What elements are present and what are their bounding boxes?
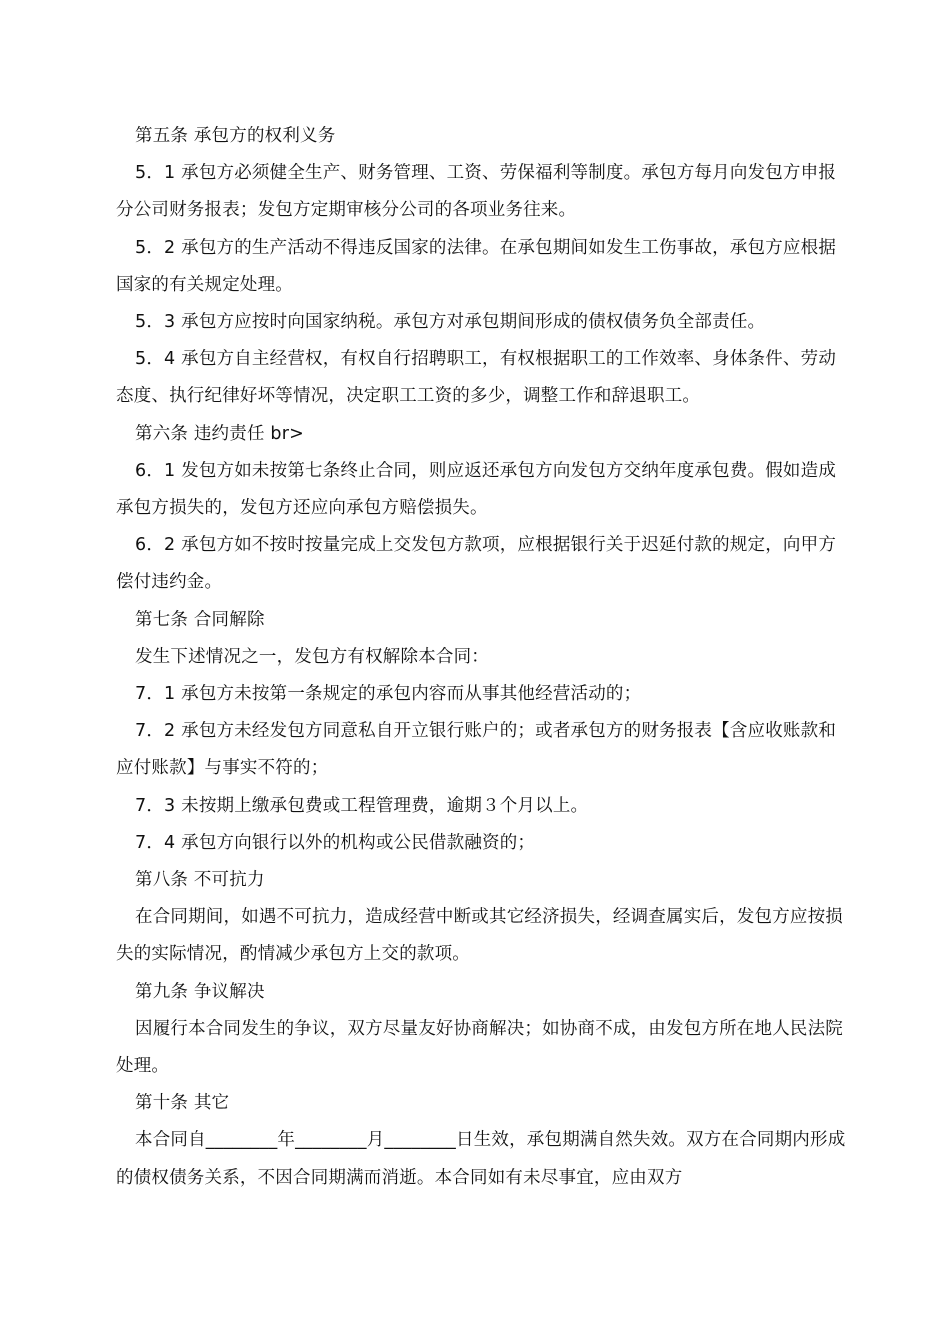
document-page: [116, 118, 846, 1197]
clause-7-3: 7．3 未按期上缴承包费或工程管理费，逾期３个月以上。: [135, 795, 589, 816]
clause-6-1: 6．1 发包方如未按第七条终止合同，则应返还承包方向发包方交纳年度承包费。假如造成承包方损失的，发包方还应向承包方赔偿损失。: [116, 460, 837, 519]
article-5-heading: 第五条 承包方的权利义务: [135, 126, 336, 146]
article-6-heading: 第六条 违约责任 br>: [135, 423, 304, 444]
article-9-body: 因履行本合同发生的争议，双方尽量友好协商解决；如协商不成，由发包方所在地人民法院处理。: [116, 1018, 843, 1077]
article-8-body: 在合同期间，如遇不可抗力，造成经营中断或其它经济损失，经调查属实后，发包方应按损失的实际情况，酌情减少承包方上交的款项。: [116, 907, 843, 965]
clause-7-2: 7．2 承包方未经发包方同意私自开立银行账户的；或者承包方的财务报表【含应收账款和应付账款】与事实不符的；: [116, 721, 837, 779]
article-9-heading: 第九条 争议解决: [135, 981, 265, 1002]
clause-5-3: 5．3 承包方应按时向国家纳税。承包方对承包期间形成的债权债务负全部责任。: [135, 312, 766, 333]
clause-5-4: 5．4 承包方自主经营权，有权自行招聘职工，有权根据职工的工作效率、身体条件、劳动态度、执行纪律好坏等情况，决定职工工资的多少，调整工作和辞退职工。: [116, 349, 837, 407]
clause-7-1: 7．1 承包方未按第一条规定的承包内容而从事其他经营活动的；: [135, 684, 642, 705]
article-8-heading: 第八条 不可抗力: [135, 870, 265, 891]
article-10-body: 本合同自________年________月________日生效，承包期满自然失效。双方在合同期内形成的债权债务关系，不因合同期满而消逝。本合同如有未尽事宜，应由双方: [116, 1130, 846, 1188]
article-7-heading: 第七条 合同解除: [135, 609, 265, 630]
clause-7-4: 7．4 承包方向银行以外的机构或公民借款融资的；: [135, 832, 536, 853]
clause-5-2: 5．2 承包方的生产活动不得违反国家的法律。在承包期间如发生工伤事故，承包方应根据国家的有关规定处理。: [116, 237, 837, 295]
article-7-intro: 发生下述情况之一，发包方有权解除本合同：: [135, 646, 489, 667]
article-10-heading: 第十条 其它: [135, 1093, 230, 1114]
clause-5-1: 5．1 承包方必须健全生产、财务管理、工资、劳保福利等制度。承包方每月向发包方申报分公司财务报表；发包方定期审核分公司的各项业务往来。: [116, 163, 837, 221]
clause-6-2: 6．2 承包方如不按时按量完成上交发包方款项，应根据银行关于迟延付款的规定，向甲方偿付违约金。: [116, 535, 837, 593]
